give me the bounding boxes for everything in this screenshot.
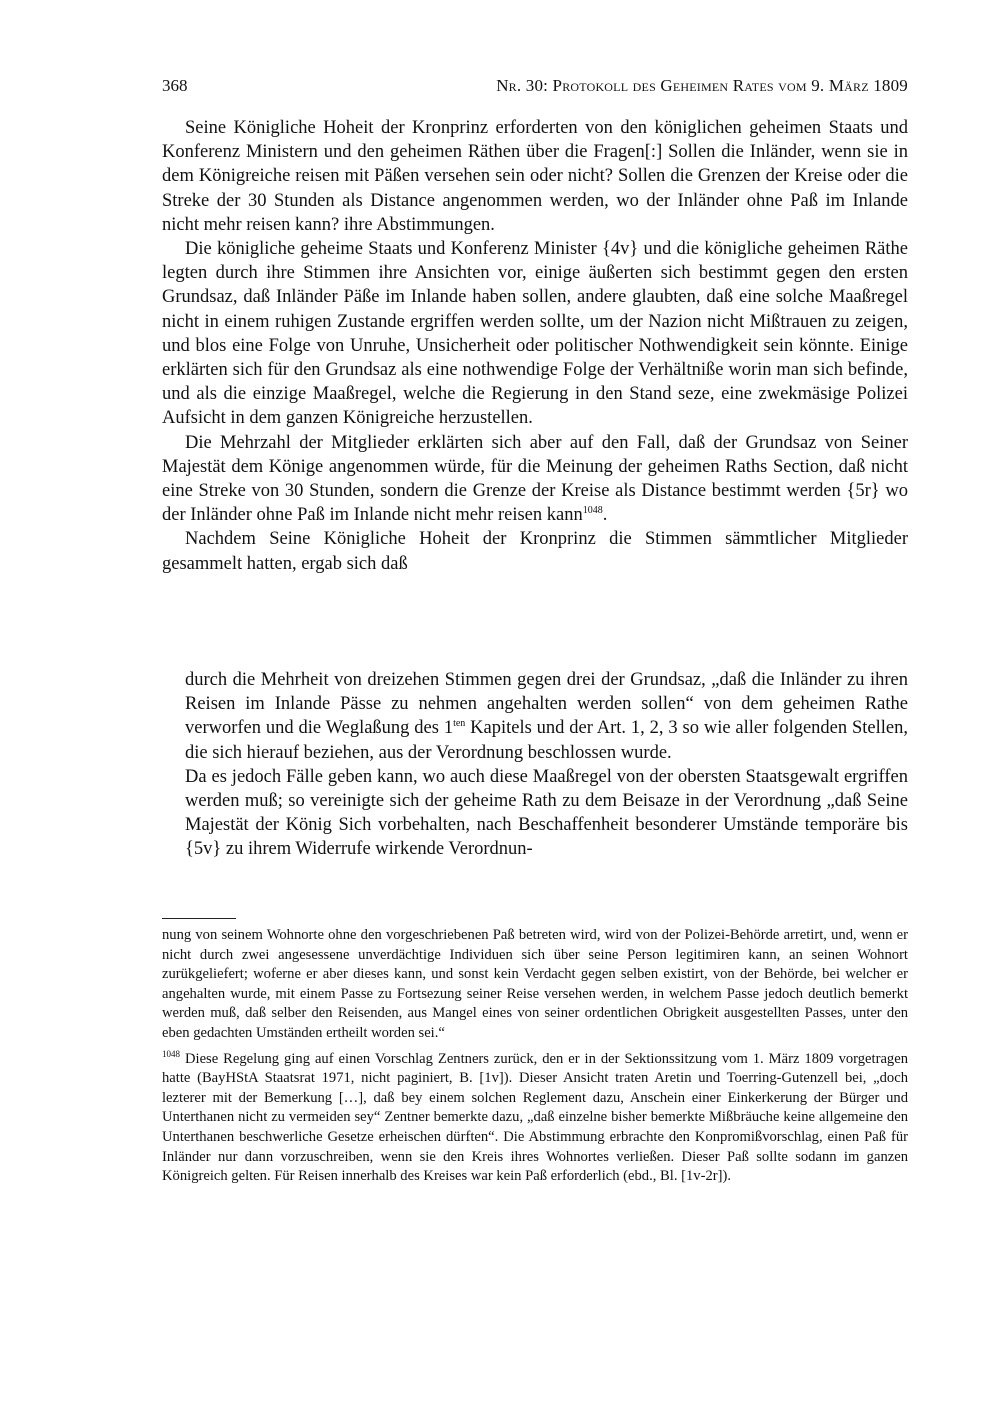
- paragraph-votes: Die königliche geheime Staats und Konferenz Minister {4v} und die königliche geheimen Räthe legten durch ihre Stimmen ihre Ansichten vor, einige äußerten sich bestimmt gegen den ersten Grundsaz, daß Inländer Päße im Inlande haben sollen, andere glaubten, daß eine solche Maaßregel nicht in einem ruhigen Zustande ergriffen werden sollte, um der Nazion nicht Mißtrauen zu zeigen, und blos eine Folge von Unruhe, Unsicherheit oder politischer Nothwendigkeit sein könnte. Einige erklärten sich für den Grundsaz als eine nothwendige Folge der Verhältniße worin man sich befinde, und als die einzige Maaßregel, welche die Regierung in den Stand seze, eine zwekmäsige Polizei Aufsicht in dem ganzen Königreiche herzustellen.: [162, 239, 908, 429]
- resolution-block: [185, 668, 908, 862]
- footnotes: [162, 926, 908, 1187]
- page-number: 368: [162, 76, 188, 95]
- main-text: [162, 116, 908, 576]
- footnote-1048: [162, 1050, 908, 1187]
- footnote-continuation: nung von seinem Wohnorte ohne den vorgeschriebenen Paß betreten wird, wird von der Polizei-Behörde arretirt, und, wenn er nicht durch zwei angesessene unverdächtige Individuen sich über seine Person legitimiren kann, an seinen Wohnort zurükgeliefert; woferne er aber dieses kann, und sonst kein Verdacht gegen selben existirt, von der Behörde, bei welcher er angehalten wurde, mit einem Passe zu Fortsezung seiner Reise versehen werden, in welchem Passe jedoch deutlich bemerkt werden muß, daß selber den Reisenden, aus Mangel eines von seiner ordentlichen Obrigkeit ausgestellten Passes, unter den eben gedachten Umständen ertheilt worden sei.“: [162, 927, 908, 1041]
- footnote-text: Diese Regelung ging auf einen Vorschlag Zentners zurück, den er in der Sektionssitzung vom 1. März 1809 vorgetragen hatte (BayHStA Staatsrat 1971, nicht paginiert, B. [1v]). Dieser Ansicht traten Aretin und Toerring-Gutenzell bei, „doch lezterer mit der Bemerkung […], daß bey einem solchen Reglement dazu, Anschein einer Einkerkerung der Bürger und Unterthanen nicht zu vermeiden sey“ Zentner bemerkte dazu, „daß einzelne bisher bemerkte Mißbräuche keine allgemeine den Unterthanen beschwerliche Gesetze erheischen dürften“. Die Abstimmung erbrachte den Konpromißvorschlag, einen Paß für Inländer nur dann vorzuschreiben, wenn sie den Kreis ihres Wohnortes verließen. Dieser Paß sollte sodann im ganzen Königreich gelten. Für Reisen innerhalb des Kreises war kein Paß erforderlich (ebd., Bl. [1v-2r]).: [162, 1050, 908, 1185]
- paragraph-question: Seine Königliche Hoheit der Kronprinz erforderten von den königlichen geheimen Staats und Konferenz Ministern und den geheimen Räthen über die Fragen[:] Sollen die Inländer, wenn sie in dem Königreiche reisen mit Päßen versehen sein oder nicht? Sollen die Grenzen der Kreise oder die Streke der 30 Stunden als Distance angenommen werden, wo der Inländer ohne Paß im Inlande nicht mehr reisen kann? ihre Abstimmungen.: [162, 118, 908, 235]
- majority-text-end: .: [602, 505, 608, 526]
- running-title: Nr. 30: Protokoll des Geheimen Rates vom 9. März 1809: [496, 76, 908, 95]
- footnote-number: 1048: [162, 1048, 180, 1059]
- paragraph-result-intro: Nachdem Seine Königliche Hoheit der Kronprinz die Stimmen sämmtlicher Mitglieder gesammelt hatten, ergab sich daß: [162, 529, 908, 574]
- resolution-text-2: Kapitels und der Art. 1, 2, 3 so wie aller folgenden Stellen, die sich hierauf beziehen, aus der Verordnung beschlossen wurde.: [185, 718, 908, 763]
- footnote-ref-1048[interactable]: 1048: [582, 505, 603, 517]
- paragraph-majority: [162, 431, 908, 528]
- resolution-paragraph-1: [185, 668, 908, 765]
- resolution-paragraph-2: Da es jedoch Fälle geben kann, wo auch diese Maaßregel von der obersten Staatsgewalt ergriffen werden muß; so vereinigte sich der geheime Rath zu dem Beisaze in der Verordnung „daß Seine Majestät der König Sich vorbehalten, nach Beschaffenheit besonderer Umstände temporäre bis {5v} zu ihrem Widerrufe wirkende Verordnun-: [185, 766, 908, 860]
- footnote-divider: [162, 918, 236, 919]
- ordinal-suffix: ten: [453, 718, 466, 730]
- page-header: [162, 72, 908, 100]
- resolution-text-1: durch die Mehrheit von dreizehen Stimmen gegen drei der Grundsaz, „daß die Inländer zu ihren Reisen im Inlande Pässe zu nehmen angehalten werden sollen“ von dem geheimen Rathe verworfen und die Weglaßung des 1: [185, 670, 908, 739]
- majority-text: Die Mehrzahl der Mitglieder erklärten sich aber auf den Fall, daß der Grundsaz von Seiner Majestät dem Könige angenommen würde, für die Meinung der geheimen Raths Section, daß nicht eine Streke von 30 Stunden, sondern die Grenze der Kreise als Distance bestimmt werden {5r} wo der Inländer ohne Paß im Inlande nicht mehr reisen kann: [162, 432, 908, 526]
